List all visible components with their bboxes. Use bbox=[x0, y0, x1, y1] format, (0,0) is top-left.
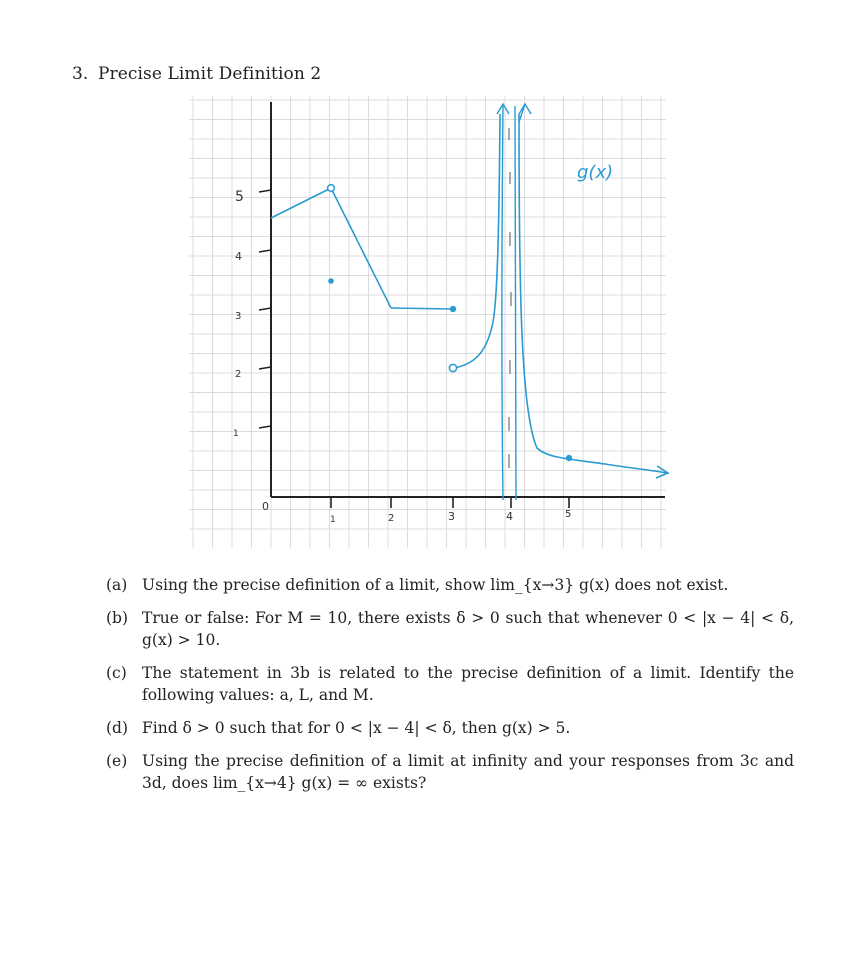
question-text: True or false: For M = 10, there exists δ > 0 such that whenever 0 < |x − 4| < δ, g(x) > 10. bbox=[142, 609, 794, 649]
question-list bbox=[106, 574, 794, 805]
question-d bbox=[106, 717, 794, 739]
y-tick-label: 2 bbox=[235, 369, 242, 380]
question-text: Using the precise definition of a limit, show lim_{x→3} g(x) does not exist. bbox=[142, 576, 729, 594]
question-a bbox=[106, 574, 794, 596]
question-c bbox=[106, 662, 794, 706]
x-tick-label: 5 bbox=[565, 509, 572, 520]
question-e bbox=[106, 750, 794, 794]
y-tick-label: 5 bbox=[235, 189, 244, 205]
filled-point-at-5 bbox=[566, 455, 572, 461]
y-tick bbox=[259, 190, 271, 192]
graph-points bbox=[328, 185, 573, 462]
y-tick-label: 3 bbox=[235, 311, 242, 322]
y-tick-label: 1 bbox=[233, 429, 239, 439]
question-text: Using the precise definition of a limit at infinity and your responses from 3c and 3d, does lim_{x→4} g(x) = ∞ exists? bbox=[142, 752, 794, 792]
question-label: (b) bbox=[106, 609, 129, 627]
open-point-at-3-low bbox=[449, 364, 456, 371]
y-tick-label: 4 bbox=[235, 250, 242, 263]
x-tick-label: 4 bbox=[506, 510, 513, 523]
problem-title-text: Precise Limit Definition 2 bbox=[97, 64, 322, 84]
vertical-asymptote bbox=[497, 104, 531, 500]
x-tick-label: 3 bbox=[448, 510, 455, 523]
question-b bbox=[106, 607, 794, 651]
origin-label: 0 bbox=[262, 500, 269, 513]
problem-number: 3. bbox=[72, 64, 89, 84]
curve-segment-flat bbox=[391, 308, 453, 309]
question-label: (d) bbox=[106, 719, 129, 737]
y-tick bbox=[259, 250, 271, 252]
x-tick-label: 1 bbox=[330, 515, 336, 525]
y-tick bbox=[259, 426, 271, 428]
curve-segment-left-of-asymptote bbox=[454, 114, 500, 368]
y-tick bbox=[259, 367, 271, 369]
curve-label: g(x) bbox=[577, 162, 614, 183]
filled-point-at-3-high bbox=[450, 306, 456, 312]
curve-segment-left-rising bbox=[271, 188, 331, 218]
function-graph bbox=[185, 92, 670, 552]
asymptote-dashes bbox=[509, 128, 511, 468]
question-label: (e) bbox=[106, 752, 128, 770]
question-text: Find δ > 0 such that for 0 < |x − 4| < δ, then g(x) > 5. bbox=[142, 719, 571, 737]
open-point-at-1 bbox=[328, 185, 335, 192]
problem-title bbox=[72, 64, 321, 84]
question-text: The statement in 3b is related to the precise definition of a limit. Identify the following values: a, L, and M. bbox=[142, 664, 794, 704]
filled-point-at-1 bbox=[328, 278, 334, 284]
question-label: (a) bbox=[106, 576, 128, 594]
x-tick-label: 2 bbox=[388, 513, 395, 524]
question-label: (c) bbox=[106, 664, 127, 682]
y-tick bbox=[259, 308, 271, 310]
curve-segment-falling bbox=[331, 188, 391, 308]
